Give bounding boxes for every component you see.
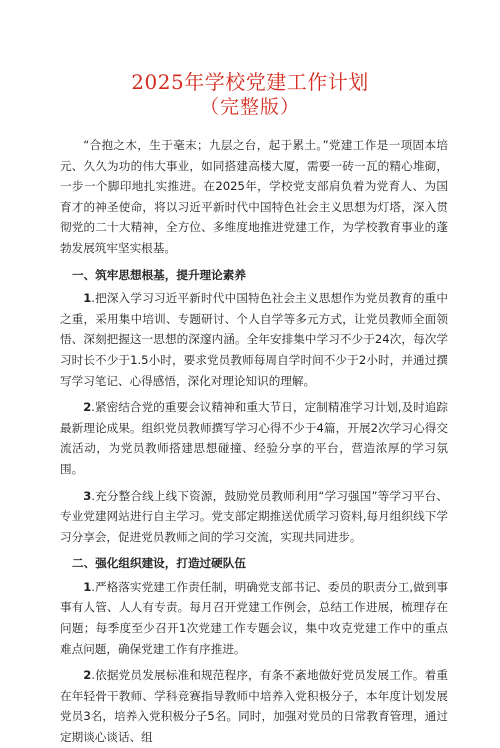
item-text: .依据党员发展标准和规范程序，有条不紊地做好党员发展工作。着重在年轻骨干教师、学科竞赛指导教师中培养入党积极分子，本年度计划发展党员3名，培养入党积极分子5名。同时，加强对党员的日常教育管理，通过定期谈心谈话、组 <box>60 668 448 745</box>
item-text: .充分整合线上线下资源，鼓励党员教师利用“学习强国”等学习平台、专业党建网站进行自主学习。党支部定期推送优质学习资料,每月组织线下学习分享会，促进党员教师之间的学习交流，实现共同进步。 <box>60 488 448 544</box>
item-number: 1 <box>83 291 92 306</box>
section-heading: 二、强化组织建设，打造过硬队伍 <box>72 556 246 571</box>
intro-paragraph: “合抱之木，生于毫末；九层之台，起于累土。”党建工作是一项固本培元、久久为功的伟大事业，如同搭建高楼大厦，需要一砖一瓦的精心堆砌，一步一个脚印地扎实推进。在2025年，学校党支部肩负着为党育人、为国育才的神圣使命，将以习近平新时代中国特色社会主义思想为灯塔，深入贯彻党的二十大精神，全方位、多维度地推进党建工作，为学校教育事业的蓬勃发展筑牢坚实根基。 <box>60 138 448 255</box>
section-heading: 一、筑牢思想根基，提升理论素养 <box>72 267 246 282</box>
item-number: 2 <box>83 668 92 683</box>
list-item <box>60 577 448 659</box>
item-number: 2 <box>83 400 92 415</box>
item-text: .紧密结合党的重要会议精神和重大节日，定制精准学习计划,及时追踪最新理论成果。组织党员教师撰写学习心得不少于4篇，开展2次学习心得交流活动，为党员教师搭建思想碰撞、经验分享的平台，营造浓厚的学习氛围。 <box>60 400 448 476</box>
document-body <box>60 135 448 748</box>
list-item <box>60 397 448 479</box>
list-item <box>60 486 448 548</box>
list-item <box>60 288 448 391</box>
item-number: 1 <box>83 579 92 594</box>
item-number: 3 <box>83 488 92 503</box>
item-text: .把深入学习习近平新时代中国特色社会主义思想作为党员教育的重中之重，采用集中培训、专题研讨、个人自学等多元方式，让党员教师全面领悟、深刻把握这一思想的深邃内涵。全年安排集中学习不少于24次，每次学习时长不少于1.5小时，要求党员教师每周自学时间不少于2小时，并通过撰写学习笔记、心得感悟，深化对理论知识的理解。 <box>60 291 448 388</box>
document-subtitle: （完整版） <box>199 96 300 118</box>
item-text: .严格落实党建工作责任制，明确党支部书记、委员的职责分工,做到事事有人管、人人有专责。每月召开党建工作例会，总结工作进展，梳理存在问题；每季度至少召开1次党建工作专题会议，集中攻克党建工作中的重点难点问题，确保党建工作有序推进。 <box>60 579 448 656</box>
list-item <box>60 665 448 747</box>
document-title: 2025年学校党建工作计划 <box>131 70 369 94</box>
